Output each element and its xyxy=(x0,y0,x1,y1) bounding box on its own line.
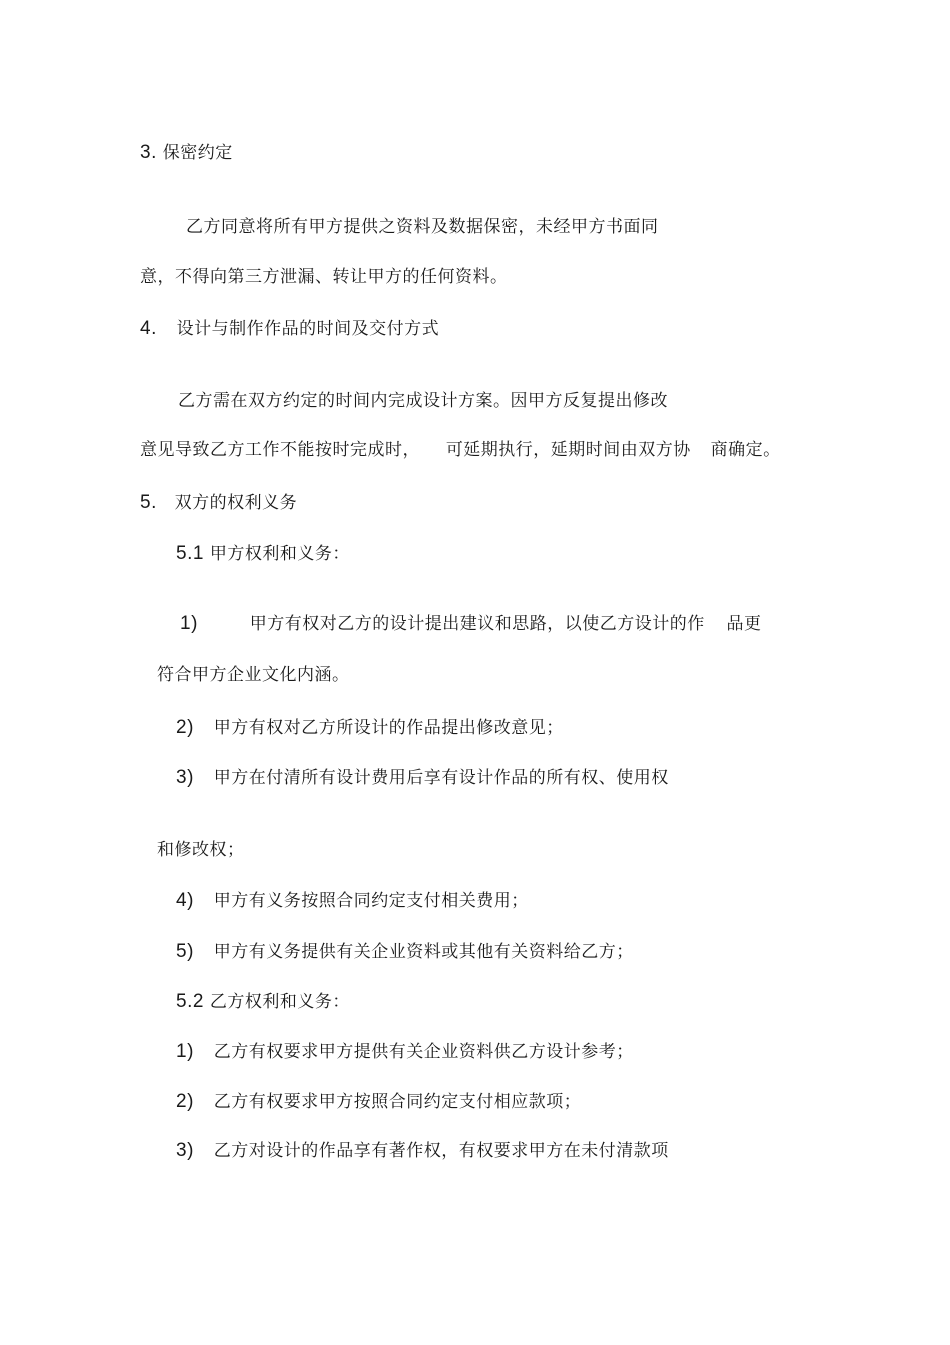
subsection-5-1-heading xyxy=(176,543,350,565)
section-4-heading xyxy=(140,318,439,340)
party-b-item-1-number: 1) xyxy=(176,1041,194,1062)
party-a-item-1 xyxy=(180,613,762,635)
section-5-title: 双方的权利义务 xyxy=(174,493,298,513)
section-5-number: 5. xyxy=(140,492,157,513)
section-3-heading xyxy=(140,142,233,164)
party-b-item-1 xyxy=(176,1041,634,1063)
party-a-item-3-number: 3) xyxy=(176,767,194,788)
party-b-item-3-number: 3) xyxy=(176,1140,194,1161)
party-b-item-3-text: 乙方对设计的作品享有著作权，有权要求甲方在未付清款项 xyxy=(213,1141,669,1161)
party-a-item-4-text: 甲方有义务按照合同约定支付相关费用； xyxy=(213,891,529,911)
party-a-item-2-number: 2) xyxy=(176,717,194,738)
section-4-title: 设计与制作作品的时间及交付方式 xyxy=(176,319,440,339)
party-a-item-1-text-part-2: 品更 xyxy=(726,614,762,634)
party-a-item-2-text: 甲方有权对乙方所设计的作品提出修改意见； xyxy=(213,718,564,738)
party-a-item-3-continuation: 和修改权； xyxy=(157,840,245,860)
section-4-number: 4. xyxy=(140,318,157,339)
section-4-paragraph-line-1: 乙方需在双方约定的时间内完成设计方案。因甲方反复提出修改 xyxy=(178,391,668,411)
party-b-item-1-text: 乙方有权要求甲方提供有关企业资料供乙方设计参考； xyxy=(213,1042,634,1062)
section-4-line-2-part-2: 可延期执行，延期时间由双方协 xyxy=(445,440,691,460)
subsection-5-1-number: 5.1 xyxy=(176,543,204,564)
section-3-paragraph-line-1: 乙方同意将所有甲方提供之资料及数据保密，未经甲方书面同 xyxy=(186,217,659,237)
subsection-5-2-title: 乙方权利和义务： xyxy=(209,992,350,1012)
subsection-5-2-heading xyxy=(176,991,350,1013)
party-a-item-2 xyxy=(176,717,564,739)
party-b-item-2-number: 2) xyxy=(176,1091,194,1112)
party-a-item-4-number: 4) xyxy=(176,890,194,911)
section-3-number: 3. xyxy=(140,142,157,163)
party-a-item-5 xyxy=(176,941,634,963)
party-a-item-5-number: 5) xyxy=(176,941,194,962)
party-a-item-3 xyxy=(176,767,669,789)
section-4-line-2-part-1: 意见导致乙方工作不能按时完成时， xyxy=(140,440,420,460)
section-4-paragraph-line-2 xyxy=(140,439,781,461)
party-a-item-4 xyxy=(176,890,529,912)
party-a-item-1-number: 1) xyxy=(180,613,198,634)
section-3-title: 保密约定 xyxy=(162,143,233,163)
party-a-item-3-text: 甲方在付清所有设计费用后享有设计作品的所有权、使用权 xyxy=(213,768,669,788)
party-a-item-1-text-part-1: 甲方有权对乙方的设计提出建议和思路，以使乙方设计的作 xyxy=(249,614,705,634)
party-b-item-3 xyxy=(176,1140,669,1162)
party-a-item-5-text: 甲方有义务提供有关企业资料或其他有关资料给乙方； xyxy=(213,942,634,962)
section-4-line-2-part-3: 商确定。 xyxy=(710,440,781,460)
party-b-item-2 xyxy=(176,1091,581,1113)
party-b-item-2-text: 乙方有权要求甲方按照合同约定支付相应款项； xyxy=(213,1092,582,1112)
section-5-heading xyxy=(140,492,297,514)
party-a-item-1-continuation: 符合甲方企业文化内涵。 xyxy=(157,665,350,685)
subsection-5-1-title: 甲方权利和义务： xyxy=(209,544,350,564)
section-3-paragraph-line-2: 意，不得向第三方泄漏、转让甲方的任何资料。 xyxy=(140,267,508,287)
subsection-5-2-number: 5.2 xyxy=(176,991,204,1012)
